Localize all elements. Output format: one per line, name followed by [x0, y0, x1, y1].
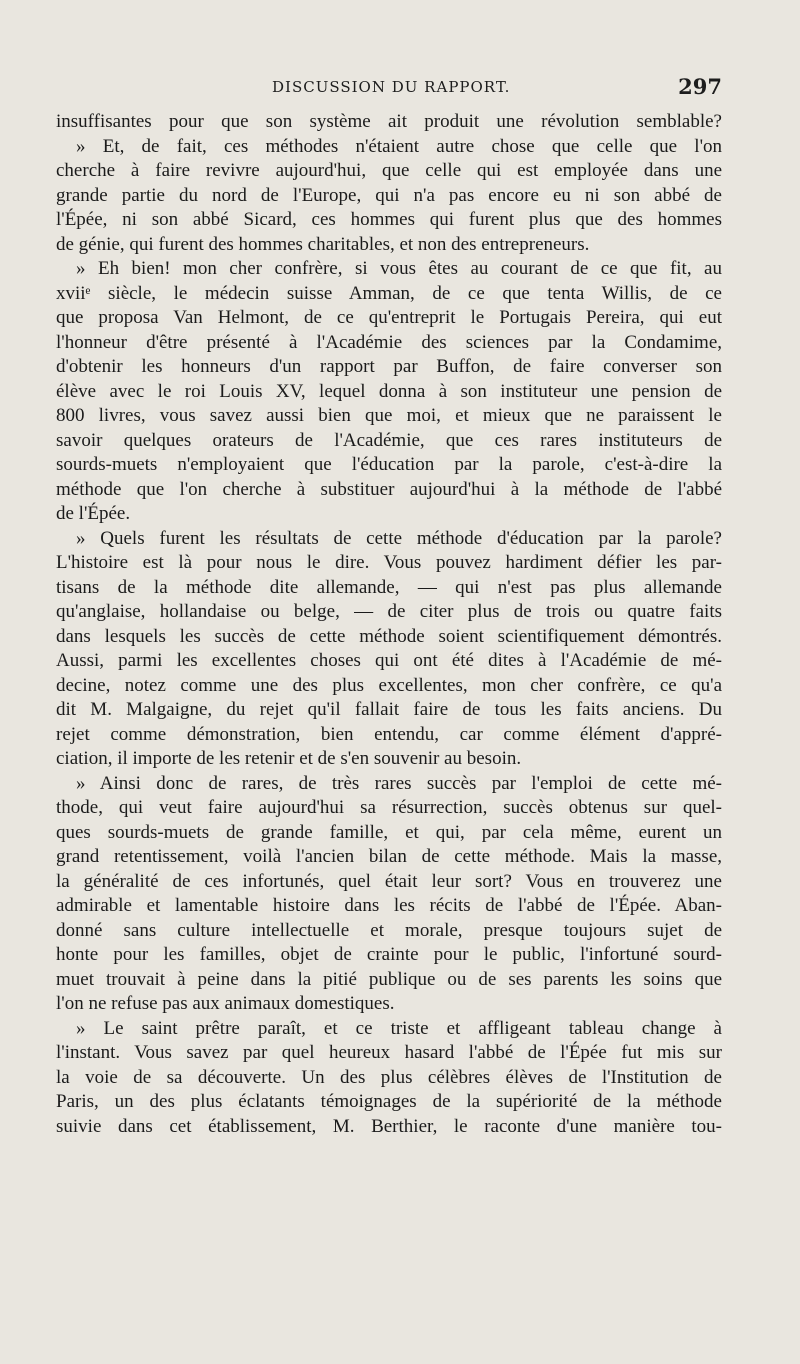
text-line: » Ainsi donc de rares, de très rares succès par l'emploi de cette mé-	[76, 772, 722, 794]
running-title: DISCUSSION DU RAPPORT.	[272, 78, 511, 96]
text-line: decine, notez comme une des plus excellentes, mon cher confrère, ce qu'a	[56, 674, 722, 696]
text-line: élève avec le roi Louis XV, lequel donna à son instituteur une pension de	[56, 380, 722, 402]
text-line: l'honneur d'être présenté à l'Académie des sciences par la Condamime,	[56, 331, 722, 353]
text-line: 800 livres, vous savez aussi bien que moi, et mieux que ne paraissent le	[56, 405, 722, 426]
text-line: » Le saint prêtre paraît, et ce triste et affligeant tableau change à	[76, 1017, 722, 1039]
text-line: l'on ne refuse pas aux animaux domestiques.	[56, 993, 395, 1014]
text-line: admirable et lamentable histoire dans les récits de l'abbé de l'Épée. Aban-	[56, 895, 722, 916]
text-line: donné sans culture intellectuelle et morale, presque toujours sujet de	[56, 919, 722, 941]
text-line: suivie dans cet établissement, M. Berthier, le raconte d'une manière tou-	[56, 1115, 722, 1137]
text-line: L'histoire est là pour nous le dire. Vous pouvez hardiment défier les par-	[56, 552, 722, 573]
text-line: tisans de la méthode dite allemande, — qui n'est pas plus allemande	[56, 576, 722, 598]
text-line: la voie de sa découverte. Un des plus célèbres élèves de l'Institution de	[56, 1066, 722, 1088]
text-line: que proposa Van Helmont, de ce qu'entreprit le Portugais Pereira, qui eut	[56, 307, 722, 328]
text-line: » Quels furent les résultats de cette méthode d'éducation par la parole?	[76, 527, 722, 549]
text-line: la généralité de ces infortunés, quel était leur sort? Vous en trouverez une	[56, 870, 722, 892]
text-line: sourds-muets n'employaient que l'éducation par la parole, c'est-à-dire la	[56, 454, 722, 475]
text-line: » Et, de fait, ces méthodes n'étaient autre chose que celle que l'on	[76, 135, 722, 157]
text-line: rejet comme démonstration, bien entendu, car comme élément d'appré-	[56, 723, 722, 745]
text-line: de l'Épée.	[56, 503, 131, 524]
page-number: 297	[678, 74, 722, 99]
text-line: grand retentissement, voilà l'ancien bilan de cette méthode. Mais la masse,	[56, 846, 722, 867]
text-line: cherche à faire revivre aujourd'hui, que celle qui est employée dans une	[56, 160, 722, 181]
running-head	[56, 74, 722, 102]
text-line: qu'anglaise, hollandaise ou belge, — de citer plus de trois ou quatre faits	[56, 601, 722, 622]
text-line: thode, qui veut faire aujourd'hui sa résurrection, succès obtenus sur quel-	[56, 797, 722, 818]
text-line: » Eh bien! mon cher confrère, si vous êtes au courant de ce que fit, au	[76, 258, 722, 279]
text-line: l'Épée, ni son abbé Sicard, ces hommes qui furent plus que des hommes	[56, 209, 722, 230]
text-line: l'instant. Vous savez par quel heureux hasard l'abbé de l'Épée fut mis sur	[56, 1042, 722, 1063]
text-line: dans lesquels les succès de cette méthode soient scientifiquement démontrés.	[56, 625, 722, 647]
text-line: Aussi, parmi les excellentes choses qui ont été dites à l'Académie de mé-	[56, 650, 722, 671]
body-text	[56, 110, 722, 1139]
text-line: Paris, un des plus éclatants témoignages de la supériorité de la méthode	[56, 1091, 722, 1112]
text-line: savoir quelques orateurs de l'Académie, que ces rares instituteurs de	[56, 429, 722, 451]
text-line: dit M. Malgaigne, du rejet qu'il fallait faire de tous les faits anciens. Du	[56, 699, 722, 720]
text-line: méthode que l'on cherche à substituer aujourd'hui à la méthode de l'abbé	[56, 478, 722, 500]
text-line: de génie, qui furent des hommes charitables, et non des entrepreneurs.	[56, 233, 590, 255]
text-line: grande partie du nord de l'Europe, qui n'a pas encore eu ni son abbé de	[56, 184, 722, 206]
text-line: ciation, il importe de les retenir et de s'en souvenir au besoin.	[56, 748, 522, 769]
text-line: ques sourds-muets de grande famille, et qui, par cela même, eurent un	[56, 821, 722, 843]
text-line: d'obtenir les honneurs d'un rapport par Buffon, de faire converser son	[56, 356, 722, 377]
text-line: xviiᵉ siècle, le médecin suisse Amman, de ce que tenta Willis, de ce	[56, 282, 722, 304]
text-line: honte pour les familles, objet de crainte pour le public, l'infortuné sourd-	[56, 944, 722, 965]
text-line: insuffisantes pour que son système ait produit une révolution semblable?	[56, 111, 722, 132]
text-line: muet trouvait à peine dans la pitié publique ou de ses parents les soins que	[56, 968, 722, 990]
